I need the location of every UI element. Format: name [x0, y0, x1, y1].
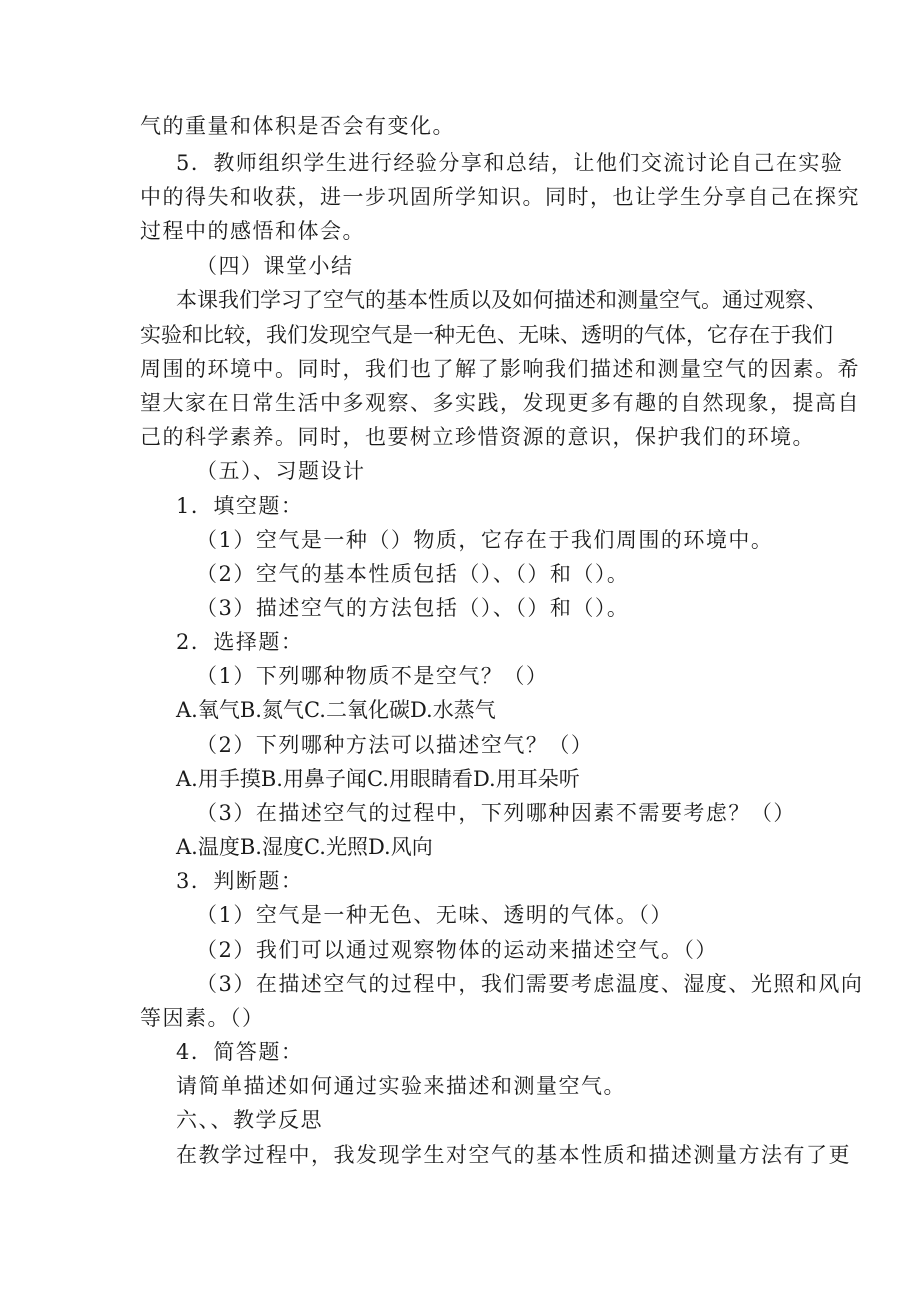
- question-heading: 2．选择题：: [176, 630, 304, 654]
- question-item: （3）描述空气的方法包括（）、（）和（）。: [196, 596, 630, 620]
- text-line: 气的重量和体积是否会有变化。: [140, 114, 455, 138]
- question-item: （2）空气的基本性质包括（）、（）和（）。: [196, 562, 630, 586]
- question-heading: 3．判断题：: [176, 869, 304, 893]
- question-heading: 4．简答题：: [176, 1040, 304, 1064]
- section-heading: 六、、教学反思: [176, 1108, 323, 1132]
- question-heading: 1．填空题：: [176, 494, 304, 518]
- text-line: 在教学过程中，我发现学生对空气的基本性质和描述测量方法有了更: [176, 1143, 851, 1167]
- question-item: （2）我们可以通过观察物体的运动来描述空气。（）: [196, 938, 718, 962]
- text-line: 过程中的感悟和体会。: [140, 219, 365, 243]
- question-item: （3）在描述空气的过程中，下列哪种因素不需要考虑？（）: [196, 801, 796, 825]
- question-item: （2）下列哪种方法可以描述空气？（）: [196, 733, 594, 757]
- question-item: （3）在描述空气的过程中，我们需要考虑温度、湿度、光照和风向: [196, 972, 864, 996]
- question-item: （1）空气是一种无色、无味、透明的气体。（）: [196, 903, 673, 927]
- section-heading: （五）、习题设计: [196, 459, 366, 483]
- text-line: 望大家在日常生活中多观察、多实践，发现更多有趣的自然现象，提高自: [140, 391, 860, 415]
- text-line: 等因素。（）: [140, 1006, 265, 1030]
- text-line: 实验和比较，我们发现空气是一种无色、无味、透明的气体，它存在于我们: [140, 323, 833, 347]
- text-line: 本课我们学习了空气的基本性质以及如何描述和测量空气。通过观察、: [176, 288, 827, 312]
- text-line: 己的科学素养。同时，也要树立珍惜资源的意识，保护我们的环境。: [140, 425, 815, 449]
- answer-options: A.温度B.湿度C.光照D.风向: [176, 835, 433, 859]
- section-heading: （四）课堂小结: [196, 254, 354, 278]
- text-line: 中的得失和收获，进一步巩固所学知识。同时，也让学生分享自己在探究: [140, 185, 860, 209]
- question-item: （1）下列哪种物质不是空气？（）: [196, 664, 549, 688]
- text-line: 周围的环境中。同时，我们也了解了影响我们描述和测量空气的因素。希: [140, 357, 860, 381]
- question-item: （1）空气是一种（）物质，它存在于我们周围的环境中。: [196, 528, 774, 552]
- text-line: 5．教师组织学生进行经验分享和总结，让他们交流讨论自己在实验: [176, 151, 844, 175]
- question-item: 请简单描述如何通过实验来描述和测量空气。: [176, 1074, 626, 1098]
- answer-options: A.用手摸B.用鼻子闻C.用眼睛看D.用耳朵听: [176, 767, 580, 791]
- answer-options: A.氧气B.氮气C.二氧化碳D.水蒸气: [176, 698, 496, 722]
